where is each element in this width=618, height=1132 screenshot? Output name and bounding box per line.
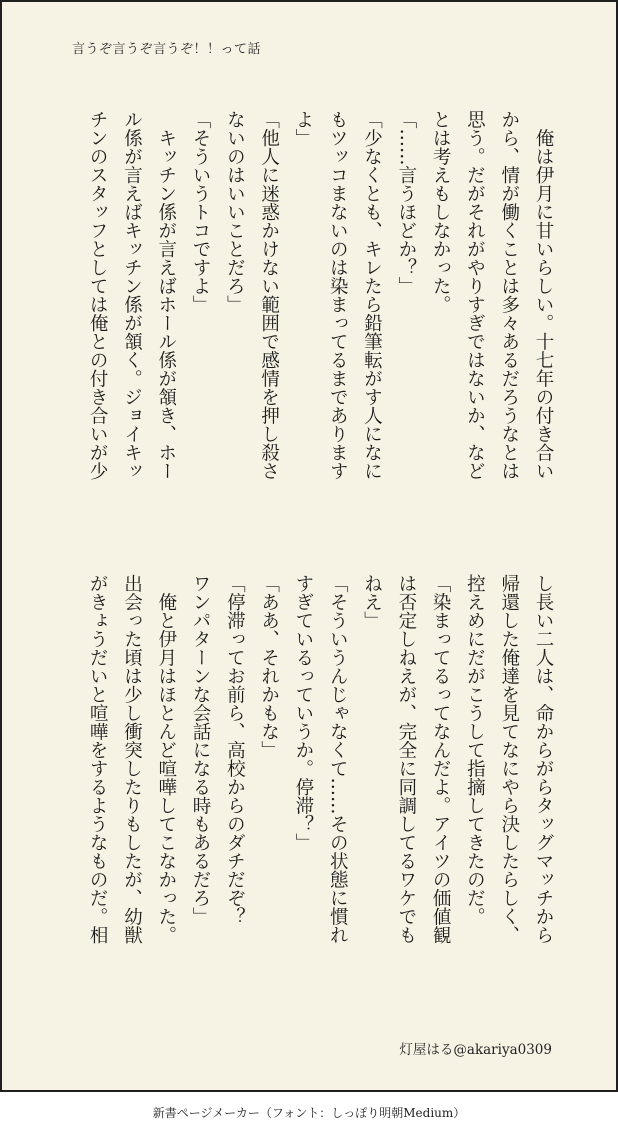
text-line: し長い二人は、命からがらタッグマッチから — [533, 574, 554, 944]
text-line: ル係が言えばキッチン係が頷く。ジョイキッ — [121, 110, 143, 480]
text-line: 思う。だがそれがやりすぎではないか、など — [464, 110, 486, 480]
text-line: とは考えもしなかった。 — [430, 110, 452, 314]
text-line: 俺は伊月に甘いらしい。十七年の付き合い — [533, 110, 554, 480]
text-line: よ」 — [292, 110, 314, 147]
text-line: 「……言うほどか？」 — [395, 110, 417, 295]
text-line: は否定しねえが、完全に同調してるワケでも — [395, 574, 417, 944]
text-line: がきょうだいと喧嘩をするようなものだ。相 — [87, 574, 109, 944]
text-line: もツッコまないのは染まってるまであります — [327, 110, 349, 480]
text-line: ないのはいいことだろ」 — [224, 110, 246, 314]
page-title: 言うぞ言うぞ言うぞ！！って話 — [72, 42, 262, 57]
text-line: から、情が働くことは多々あるだろうなとは — [498, 110, 520, 480]
text-line: チンのスタッフとしては俺との付き合いが少 — [87, 110, 109, 480]
text-line: 「少なくとも、キレたら鉛筆転がす人になに — [361, 110, 383, 480]
text-line: すぎているっていうか。停滞？」 — [292, 574, 314, 852]
text-line: 「ああ、それかもな」 — [258, 574, 280, 759]
author-credit: 灯屋はる@akariya0309 — [399, 1042, 552, 1058]
text-line: キッチン係が言えばホール係が頷き、ホー — [155, 110, 177, 480]
upper-text-block — [80, 110, 560, 530]
text-line: 出会った頃は少し衝突したりもしたが、幼獣 — [121, 574, 143, 944]
text-line: 「停滞ってお前ら、高校からのダチだぞ？ — [224, 574, 246, 926]
text-line: 俺と伊月はほとんど喧嘩してこなかった。 — [155, 574, 177, 944]
text-line: 控えめにだがこうして指摘してきたのだ。 — [464, 574, 486, 926]
text-line: ワンパターンな会話になる時もあるだろ」 — [190, 574, 212, 926]
lower-text-block — [80, 574, 560, 994]
text-line: 帰還した俺達を見てなにやら決したらしく、 — [498, 574, 520, 944]
text-line: 「そういうトコですよ」 — [190, 110, 212, 314]
text-line: 「染まってるってなんだよ。アイツの価値観 — [430, 574, 452, 944]
text-line: 「他人に迷惑かけない範囲で感情を押し殺さ — [258, 110, 280, 480]
text-line: ねえ」 — [361, 574, 383, 630]
generator-credit: 新書ページメーカー（フォント：しっぽり明朝Medium） — [152, 1106, 466, 1120]
text-line: 「そういうんじゃなくて……その状態に慣れ — [327, 574, 349, 944]
